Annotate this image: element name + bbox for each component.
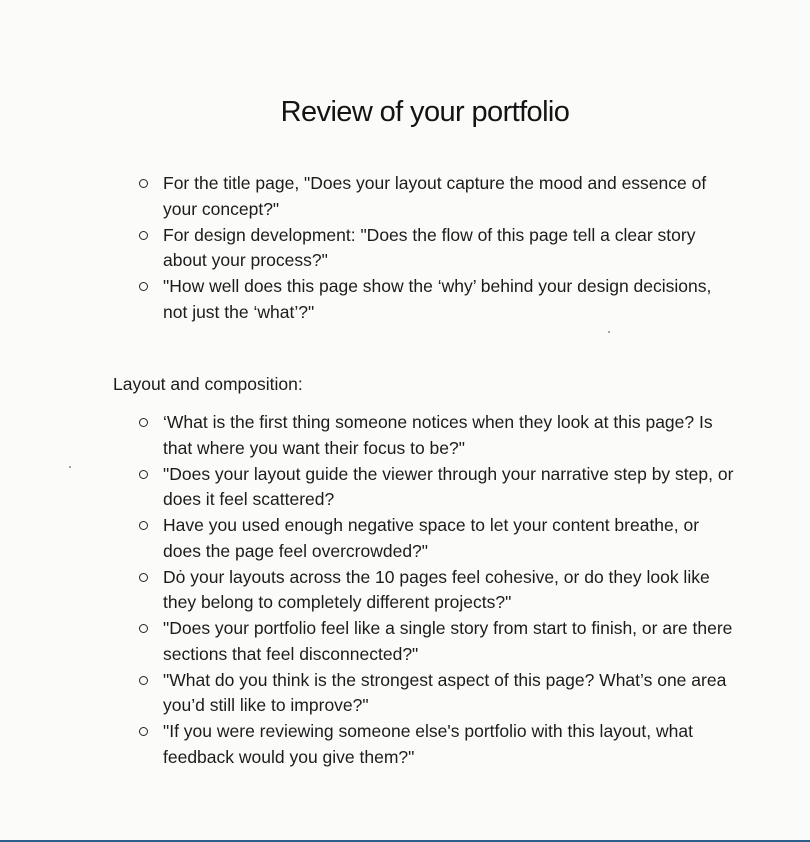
list-item — [138, 410, 738, 461]
question-text: Dȯ your layouts across the 10 pages feel cohesive, or do they look like they belong to completely different projects?" — [163, 566, 710, 612]
section-heading: Layout and composition: — [113, 374, 303, 394]
list-item — [138, 616, 738, 667]
paper-speck — [69, 466, 71, 468]
bullet-circle-icon — [139, 231, 148, 240]
bullet-circle-icon — [139, 521, 148, 530]
bullet-circle-icon — [139, 676, 148, 685]
list-item — [138, 513, 738, 564]
question-text: "If you were reviewing someone else's portfolio with this layout, what feedback would you give them?" — [163, 721, 693, 767]
list-item — [138, 462, 738, 513]
intro-question-list — [138, 171, 738, 326]
list-item — [138, 565, 738, 616]
bullet-circle-icon — [139, 573, 148, 582]
page-title: Review of your portfolio — [280, 96, 570, 128]
question-text: "Does your layout guide the viewer through your narrative step by step, or does it feel scattered? — [163, 463, 734, 509]
list-item — [138, 274, 738, 325]
list-item — [138, 719, 738, 770]
bullet-circle-icon — [139, 624, 148, 633]
question-text: "Does your portfolio feel like a single story from start to finish, or are there sections that feel disconnected?" — [163, 618, 733, 664]
bullet-circle-icon — [139, 727, 148, 736]
paper-speck — [608, 331, 610, 333]
list-item — [138, 171, 738, 222]
layout-question-list — [138, 410, 738, 771]
question-text: For design development: "Does the flow of this page tell a clear story about your process?" — [163, 224, 696, 270]
list-item — [138, 223, 738, 274]
question-text: "What do you think is the strongest aspect of this page? What’s one area you’d still like to improve?" — [163, 669, 727, 715]
bullet-circle-icon — [139, 418, 148, 427]
question-text: ‘What is the first thing someone notices when they look at this page? Is that where you want their focus to be?" — [163, 412, 713, 458]
question-text: "How well does this page show the ‘why’ behind your design decisions, not just the ‘what’?" — [163, 276, 712, 322]
question-text: Have you used enough negative space to let your content breathe, or does the page feel overcrowded?" — [163, 515, 700, 561]
list-item — [138, 668, 738, 719]
bullet-circle-icon — [139, 470, 148, 479]
question-text: For the title page, "Does your layout capture the mood and essence of your concept?" — [163, 173, 707, 219]
bullet-circle-icon — [139, 282, 148, 291]
bullet-circle-icon — [139, 179, 148, 188]
